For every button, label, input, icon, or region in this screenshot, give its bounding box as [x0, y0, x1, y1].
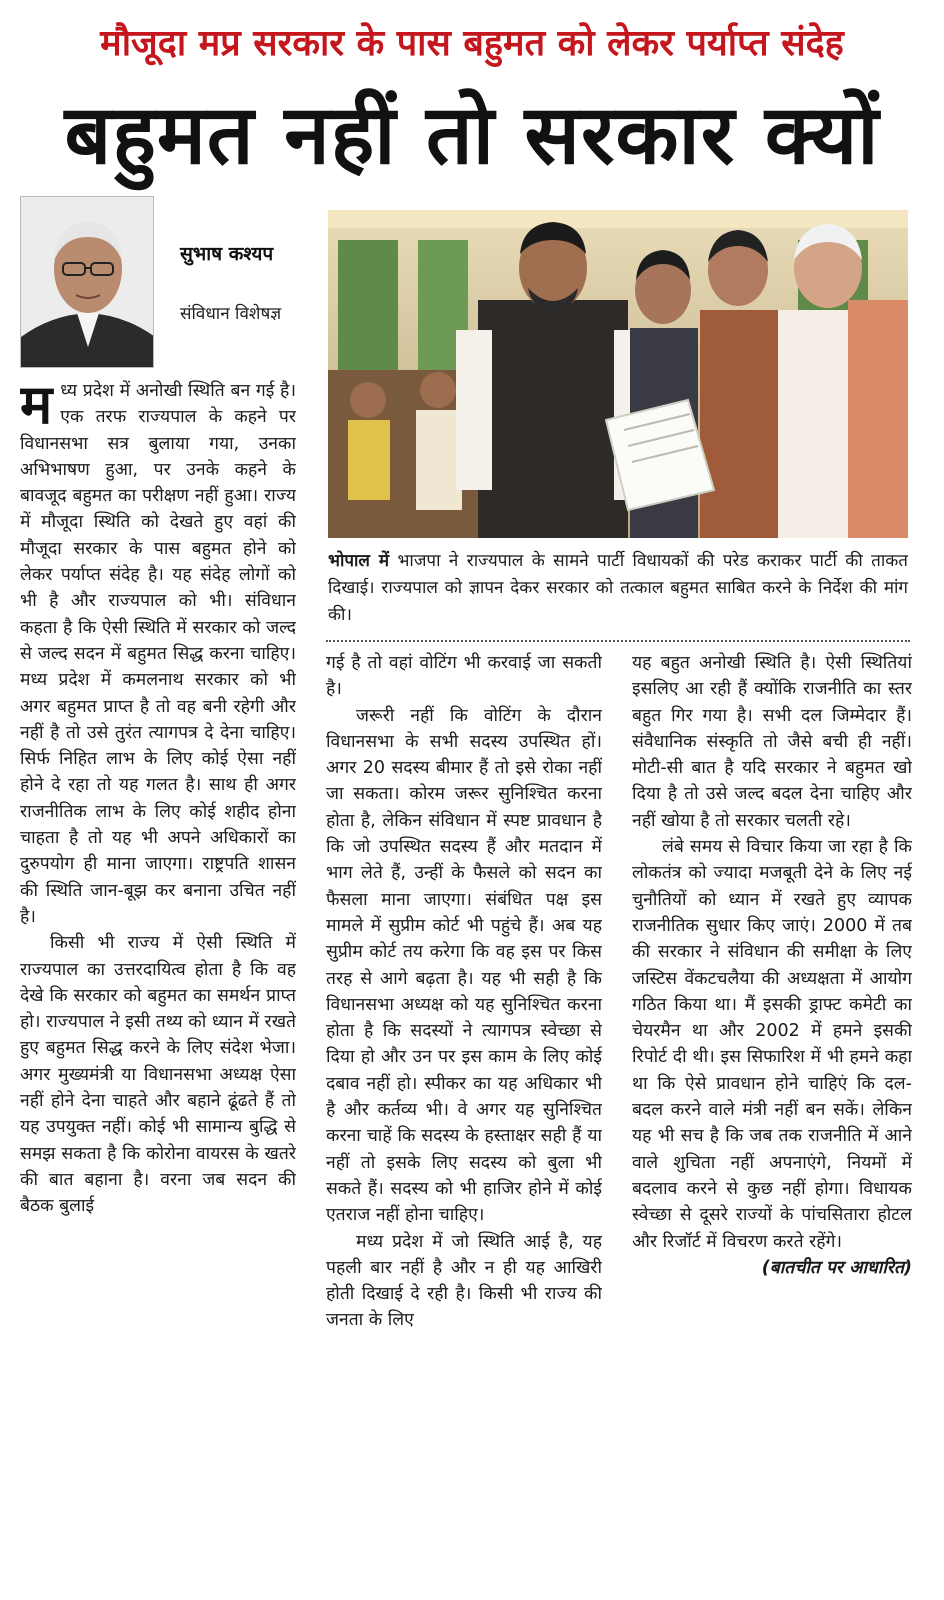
paragraph: किसी भी राज्य में ऐसी स्थिति में राज्यपाल का उत्तरदायित्व होता है कि वह देखे कि सरकार को बहुमत का समर्थन प्राप्त हो। राज्यपाल ने इसी तथ्य को ध्यान में रखते हुए बहुमत सिद्ध करने के लिए संदेश भेजा। अगर मुख्यमंत्री या विधानसभा अध्यक्ष ऐसा नहीं होने देना चाहते और बहाने ढूंढते हैं तो यह उपयुक्त नहीं। कोई भी सामान्य बुद्धि से समझ सकता है कि कोरोना वायरस के खतरे की बात बहाना है। वरना जब सदन की बैठक बुलाई: [20, 933, 296, 1217]
article-credit: (बातचीत पर आधारित): [761, 1257, 912, 1278]
article-column-2: [326, 650, 602, 1600]
author-box: [20, 196, 290, 370]
article-column-1: [20, 378, 296, 1600]
photo-caption: [328, 548, 908, 629]
paragraph: मध्य प्रदेश में जो स्थिति आई है, यह पहली बार नहीं है और न ही यह आखिरी होती दिखाई दे रही है। किसी भी राज्य की जनता के लिए: [326, 1231, 602, 1331]
author-role: संविधान विशेषज्ञ: [180, 304, 282, 324]
caption-text: भाजपा ने राज्यपाल के सामने पार्टी विधायकों की परेड कराकर पार्टी की ताकत दिखाई। राज्यपाल को ज्ञापन देकर सरकार को तत्काल बहुमत साबित करने के निर्देश की मांग की।: [328, 551, 909, 625]
paragraph-text: ध्य प्रदेश में अनोखी स्थिति बन गई है। एक तरफ राज्यपाल के कहने पर विधानसभा सत्र बुलाया गया, उनका अभिभाषण हुआ, पर उनके कहने के बावजूद बहुमत का परीक्षण नहीं हुआ। राज्य में मौजूदा स्थिति को देखते हुए वहां की मौजूदा सरकार के पास बहुमत होने को लेकर पर्याप्त संदेह है। यह संदेह लोगों को भी है और राज्यपाल को भी। संविधान कहता है कि ऐसी स्थिति में सरकार को जल्द से जल्द सदन में बहुमत सिद्ध करना चाहिए। मध्य प्रदेश में कमलनाथ सरकार को भी अगर बहुमत प्राप्त है तो वह बनी रहेगी और नहीं है तो उसे तुरंत त्यागपत्र दे देना चाहिए। सिर्फ निहित लाभ के लिए कोई ऐसा नहीं होने दे रहा तो यह गलत है। साथ ही अगर राजनीतिक लाभ के लिए कोई शहीद होना चाहता है तो यह भी अपने अधिकारों का दुरुपयोग ही माना जाएगा। राष्ट्रपति शासन की स्थिति जान-बूझ कर बनाना उचित नहीं है।: [20, 381, 296, 927]
dropcap: म: [20, 378, 53, 436]
kicker-headline: मौजूदा मप्र सरकार के पास बहुमत को लेकर पर्याप्त संदेह: [100, 23, 844, 64]
paragraph: जरूरी नहीं कि वोटिंग के दौरान विधानसभा के सभी सदस्य उपस्थित हों। अगर 20 सदस्य बीमार हैं तो इसे रोका नहीं जा सकता। कोरम जरूर सुनिश्चित करना होता है, लेकिन संविधान में स्पष्ट प्रावधान है कि जो उपस्थित सदस्य हैं और मतदान में भाग लेते हैं, उन्हीं के फैसले को सदन का फैसला माना जाएगा। संबंधित पक्ष इस मामले में सुप्रीम कोर्ट भी पहुंचे हैं। अब यह सुप्रीम कोर्ट तय करेगा कि वह इस पर किस तरह से आगे बढ़ता है। यह भी सही है कि विधानसभा अध्यक्ष को यह सुनिश्चित करना होता है कि सदस्यों ने त्यागपत्र स्वेच्छा से दिया हो और उन पर इस काम के लिए कोई दबाव नहीं हो। स्पीकर का यह अधिकार भी है और कर्तव्य भी। वे अगर यह सुनिश्चित करना चाहें कि सदस्य के हस्ताक्षर सही हैं या नहीं तो इसके लिए सदस्य को बुला भी सकते हैं। सदस्य को भी हाजिर होने में कोई एतराज नहीं होना चाहिए।: [326, 705, 602, 1226]
paragraph: [20, 378, 296, 930]
paragraph: लंबे समय से विचार किया जा रहा है कि लोकतंत्र को ज्यादा मजबूती देने के लिए नई चुनौतियों को ध्यान में रखते हुए व्यापक राजनीतिक सुधार किए जाएं। 2000 में तब की सरकार ने संविधान की समीक्षा के लिए जस्टिस वेंकटचलैया की अध्यक्षता में आयोग गठित किया था। मैं इसकी ड्राफ्ट कमेटी का चेयरमैन था और 2002 में हमने इसकी रिपोर्ट दी थी। इस सिफारिश में भी हमने कहा था कि ऐसे प्रावधान होने चाहिएं कि दल-बदल करने वाले मंत्री नहीं बन सकें। लेकिन यह भी सच है कि जब तक राजनीति में आने वाले शुचिता नहीं अपनाएंगे, नियमों में बदलाव करने से कुछ नहीं होगा। विधायक स्वेच्छा से दूसरे राज्यों के पांचसितारा होटल और रिजॉर्ट में विचरण करते रहेंगे।: [632, 837, 912, 1252]
main-headline: बहुमत नहीं तो सरकार क्यों: [64, 88, 880, 183]
news-photo: [328, 210, 908, 538]
author-name: सुभाष कश्यप: [180, 243, 274, 265]
news-photo-image: [328, 210, 908, 538]
caption-divider: [326, 640, 910, 642]
paragraph: गई है तो वहां वोटिंग भी करवाई जा सकती है।: [326, 653, 602, 700]
article-column-3: [632, 650, 912, 1600]
author-photo: [20, 196, 154, 368]
caption-place: भोपाल में: [328, 551, 390, 571]
author-portrait-image: [21, 197, 154, 368]
paragraph: यह बहुत अनोखी स्थिति है। ऐसी स्थितियां इसलिए आ रही हैं क्योंकि राजनीति का स्तर बहुत गिर गया है। सभी दल जिम्मेदार हैं। संवैधानिक संस्कृति तो जैसे बची ही नहीं। मोटी-सी बात है यदि सरकार ने बहुमत खो दिया है तो उसे जल्द बदल देना चाहिए और नहीं खोया है तो सरकार चलती रहे।: [632, 653, 912, 831]
